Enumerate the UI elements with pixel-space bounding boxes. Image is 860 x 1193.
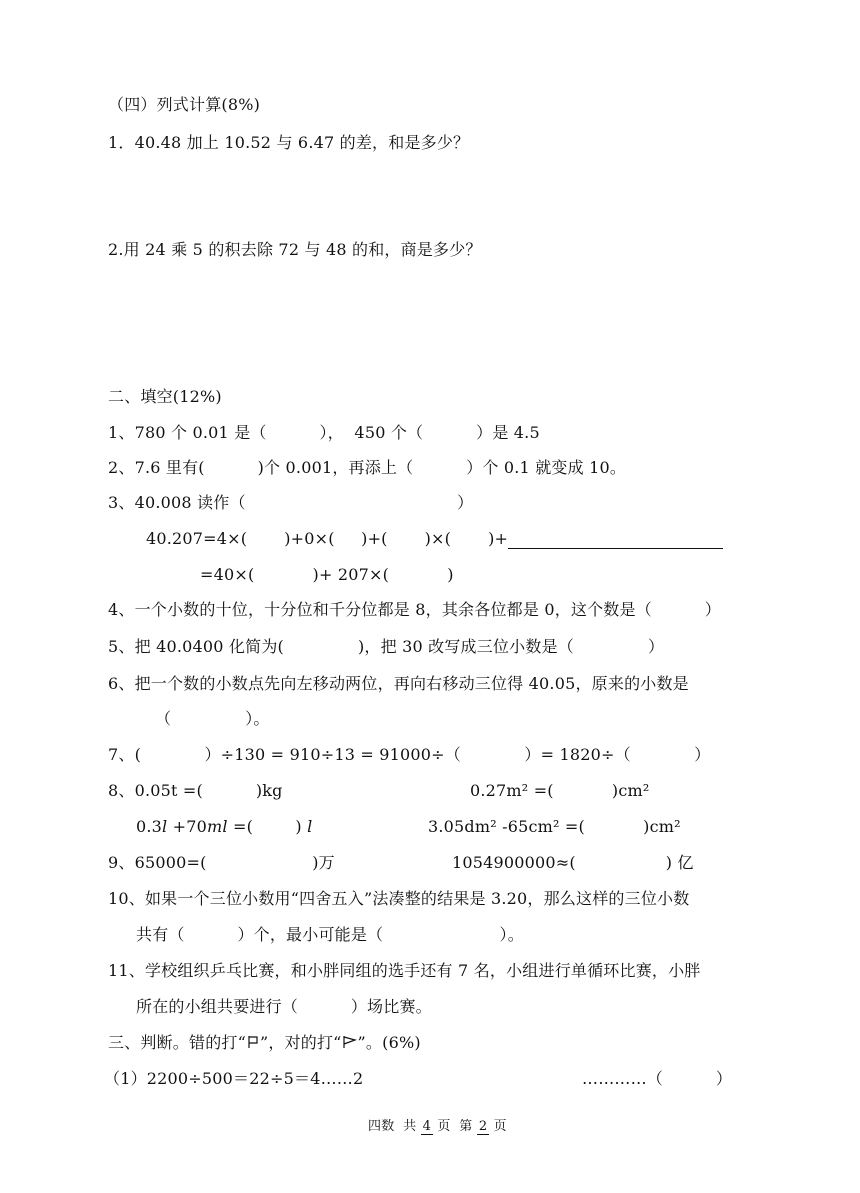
fill-q6-answer: （ ）。 (155, 709, 270, 728)
section4-question-1: 1．40.48 加上 10.52 与 6.47 的差，和是多少？ (108, 133, 470, 152)
fill-q8-d: 3.05dm² -65cm² =( )cm² (428, 817, 681, 836)
fill-q6: 6、把一个数的小数点先向左移动两位，再向右移动三位得 40.05，原来的小数是 (108, 674, 689, 693)
footer-mid: 页 第 (433, 1119, 477, 1134)
fill-q3: 3、40.008 读作（ ） (108, 493, 474, 512)
footer-current-page: 2 (478, 1119, 488, 1134)
fill-q3-expansion (146, 529, 723, 549)
fill-q3-expansion-2: =40×( )+ 207×( ) (200, 565, 454, 584)
section3-title-part3: ”。(6%) (357, 1033, 421, 1052)
right-flag-icon (342, 1035, 358, 1049)
fill-q1: 1、780 个 0.01 是（ ）， 450 个（ ）是 4.5 (108, 423, 540, 442)
section4-title: （四）列式计算(8%) (108, 95, 261, 114)
footer-total-pages: 4 (422, 1119, 432, 1134)
fill-q5: 5、把 40.0400 化简为( )，把 30 改写成三位小数是（ ） (108, 637, 665, 656)
section2-title: 二、填空(12%) (108, 387, 222, 406)
fill-q9-b: 1054900000≈( ) 亿 (452, 853, 694, 872)
footer-prefix: 四数 共 (368, 1119, 421, 1134)
fill-q10: 10、如果一个三位小数用“四舍五入”法凑整的结果是 3.20，那么这样的三位小数 (108, 889, 690, 908)
fill-q2: 2、7.6 里有( )个 0.001，再添上（ ）个 0.1 就变成 10。 (108, 458, 627, 477)
fill-q8-b: 0.27m² =( )cm² (470, 781, 650, 800)
wrong-flag-icon (246, 1035, 260, 1049)
fill-q9-a: 9、65000=( )万 (108, 853, 335, 872)
fill-q11: 11、学校组织乒乓比赛，和小胖同组的选手还有 7 名，小组进行单循环比赛，小胖 (108, 961, 701, 980)
fill-q3-expansion-text: 40.207=4×( )+0×( )+( )×( )+ (146, 529, 509, 548)
fill-q11-cont: 所在的小组共要进行（ ）场比赛。 (136, 997, 432, 1016)
unit-liter-answer: l (307, 817, 313, 836)
fill-q8-c-part1: 0.3 (136, 817, 163, 836)
fill-q4: 4、一个小数的十位，十分位和千分位都是 8，其余各位都是 0，这个数是（ ） (108, 600, 721, 619)
section3-title-part1: 三、判断。错的打“ (108, 1033, 246, 1052)
footer-suffix: 页 (489, 1119, 507, 1134)
section3-title (108, 1033, 421, 1053)
unit-milliliter: ml (207, 817, 228, 836)
fill-q8-c (136, 817, 312, 837)
section3-title-part2: ”，对的打“ (259, 1033, 342, 1052)
page-footer (368, 1117, 507, 1137)
judge-q1-answer: …………（ ） (582, 1069, 733, 1088)
judge-q1: （1）2200÷500＝22÷5＝4……2 (104, 1069, 364, 1088)
fill-q7: 7、( ）÷130 = 910÷13 = 91000÷（ ）= 1820÷（ ） (108, 745, 711, 764)
fill-q10-cont: 共有（ ）个，最小可能是（ ）。 (136, 925, 524, 944)
fill-q8-c-part2: +70 (167, 817, 208, 836)
fill-q8-a: 8、0.05t =( )kg (108, 781, 283, 800)
fill-q8-c-part3: =( ) (227, 817, 308, 836)
unit-liter: l (162, 817, 168, 836)
section4-question-2: 2.用 24 乘 5 的积去除 72 与 48 的和，商是多少？ (108, 240, 482, 259)
answer-underline (508, 532, 723, 549)
